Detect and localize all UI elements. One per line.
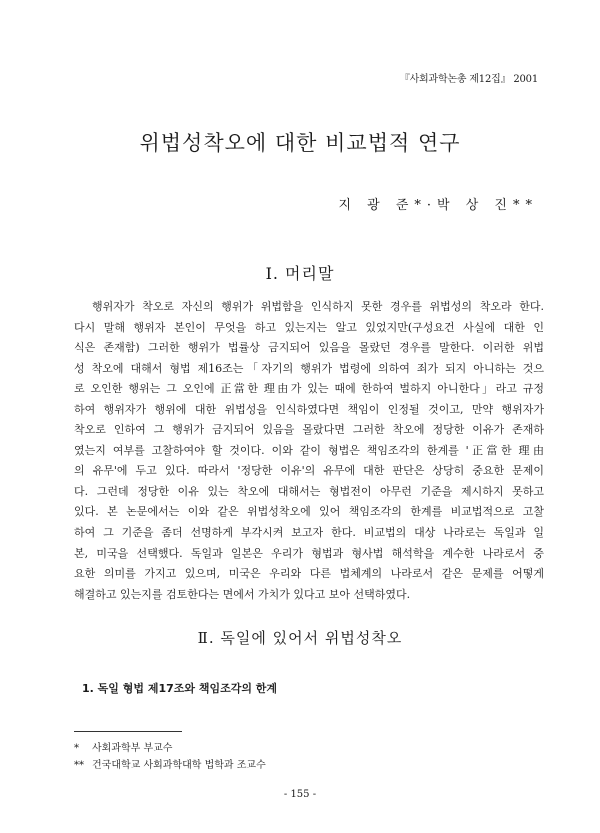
section-2-heading: Ⅱ. 독일에 있어서 위법성착오 bbox=[197, 629, 403, 647]
footnote-text: 사회과학부 부교수 bbox=[92, 743, 173, 754]
paragraph-line: 다. 그런데 정당한 이유 있는 착오에 대해서는 형법전이 아무런 기준을 제시하지 못하고 bbox=[74, 484, 544, 498]
footnote bbox=[74, 756, 266, 771]
section-1-paragraph bbox=[74, 297, 544, 605]
paragraph-line: 의 유무'에 두고 있다. 따라서 '정당한 이유'의 유무에 대한 판단은 상당히 중요한 문제이 bbox=[74, 464, 544, 478]
subsection-heading: 1. 독일 형법 제17조와 책임조각의 한계 bbox=[82, 682, 278, 695]
footnote-mark: ** bbox=[74, 760, 84, 771]
paragraph-line: 였는지 여부를 고찰하여야 할 것이다. 이와 같이 형법은 책임조각의 한계를 '正當한 理由 bbox=[74, 443, 544, 457]
footnote-mark: * bbox=[74, 743, 79, 754]
paragraph-line: 본, 미국을 선택했다. 독일과 일본은 우리가 형법과 형사법 해석학을 계수한 나라로서 중 bbox=[74, 546, 544, 560]
author-line: 지 광 준*·박 상 진** bbox=[338, 198, 538, 213]
paragraph-line: 해결하고 있는지를 검토한다는 면에서 가치가 있다고 보아 선택하였다. bbox=[74, 587, 411, 601]
paragraph-line: 하여 그 기준을 좀더 선명하게 부각시켜 보고자 한다. 비교법의 대상 나라로는 독일과 일 bbox=[74, 526, 544, 540]
paragraph-line: 식은 존재함) 그러한 행위가 법률상 금지되어 있음을 몰랐던 경우를 말한다. 이러한 위법 bbox=[74, 341, 544, 355]
paragraph-line: 하여 행위자가 행위에 대한 위법성을 인식하였다면 책임이 인정될 것이고, 만약 행위자가 bbox=[74, 402, 544, 416]
paragraph-line: 로 오인한 행위는 그 오인에 正當한 理由가 있는 때에 한하여 벌하지 아니한다」라고 규정 bbox=[74, 382, 544, 396]
footnote-text: 건국대학교 사회과학대학 법학과 조교수 bbox=[92, 760, 266, 771]
footnote-divider bbox=[74, 731, 182, 732]
paragraph-line: 행위자가 착오로 자신의 행위가 위법함을 인식하지 못한 경우를 위법성의 착오라 한다. bbox=[92, 300, 544, 313]
footnote bbox=[74, 739, 172, 754]
paragraph-line: 요한 의미를 가지고 있으며, 미국은 우리와 다른 법체계의 나라로서 같은 문제를 어떻게 bbox=[74, 567, 544, 581]
paragraph-line: 있다. 본 논문에서는 이와 같은 위법성착오에 있어 책임조각의 한계를 비교법적으로 고찰 bbox=[74, 505, 544, 519]
section-1-heading: Ⅰ. 머리말 bbox=[265, 264, 335, 283]
paragraph-line: 착오로 인하여 그 행위가 금지되어 있음을 몰랐다면 그러한 착오에 정당한 이유가 존재하 bbox=[74, 423, 544, 437]
page-number: - 155 - bbox=[283, 789, 317, 800]
journal-header: 『사회과학논총 제12집』 2001 bbox=[399, 74, 538, 85]
paragraph-line: 다시 말해 행위자 본인이 무엇을 하고 있는지는 알고 있었지만(구성요건 사실에 대한 인 bbox=[74, 320, 544, 334]
paragraph-line: 성 착오에 대해서 형법 제16조는「자기의 행위가 법령에 의하여 죄가 되지 아니하는 것으 bbox=[74, 361, 544, 375]
paper-title: 위법성착오에 대한 비교법적 연구 bbox=[139, 131, 461, 155]
